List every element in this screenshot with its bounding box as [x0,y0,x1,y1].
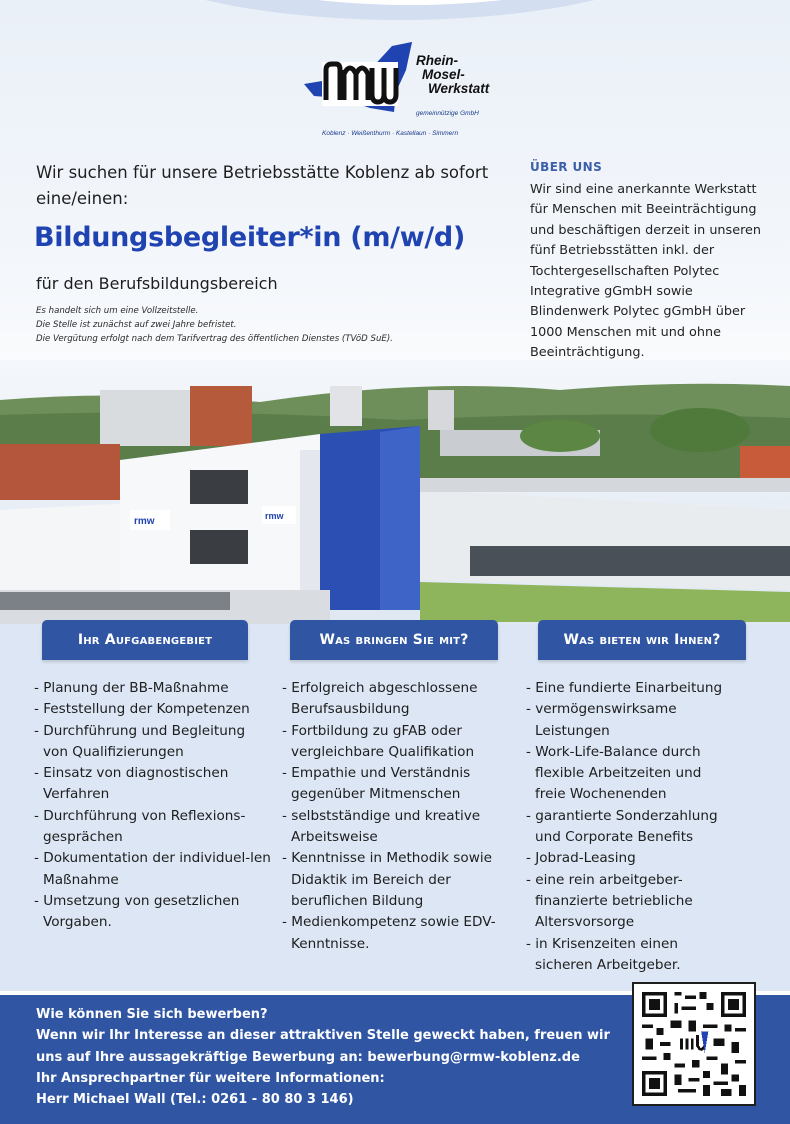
list-item: - Feststellung der Kompetenzen [34,699,274,720]
list-item: - Planung der BB-Maßnahme [34,678,274,699]
contact-person[interactable]: Herr Michael Wall (Tel.: 0261 - 80 80 3 146) [36,1092,354,1108]
note-fulltime: Es handelt sich um eine Vollzeitstelle. [36,306,199,316]
qr-code[interactable] [632,982,756,1106]
column-heading-requirements: Was bringen Sie mit? [290,620,498,660]
list-item: - Dokumentation der individuel-len Maßnahme [34,848,274,891]
building-photo [0,360,790,630]
about-heading: ÜBER UNS [530,160,603,174]
about-us [530,160,765,364]
list-item: - Umsetzung von gesetzlichen Vorgaben. [34,891,274,934]
logo-locations: Koblenz · Weißenthurm · Kastellaun · Simmern [322,130,459,137]
list-item: - Durchführung von Reflexions-gesprächen [34,806,274,849]
logo-legal-form: gemeinnützige GmbH [416,110,479,117]
list-item: - Medienkompetenz sowie EDV-Kenntnisse. [282,912,507,955]
job-notes [36,304,393,346]
list-item: - garantierte Sonderzahlung und Corporate Benefits [526,806,726,849]
benefits-list [526,678,726,976]
list-item: - Kenntnisse in Methodik sowie Didaktik im Bereich der beruflichen Bildung [282,848,507,912]
requirements-list [282,678,507,955]
list-item: - Erfolgreich abgeschlossene Berufsausbildung [282,678,507,721]
apply-heading: Wie können Sie sich bewerben? [36,1007,268,1022]
list-item: - selbstständige und kreative Arbeitsweise [282,806,507,849]
list-item: - eine rein arbeitgeber-finanzierte betriebliche Altersvorsorge [526,870,726,934]
contact-heading: Ihr Ansprechpartner für weitere Informationen: [36,1070,385,1086]
svg-text:rmw: rmw [134,516,155,527]
list-item: - vermögenswirksame Leistungen [526,699,726,742]
note-salary: Die Vergütung erfolgt nach dem Tarifvertrag des öffentlichen Dienstes (TVöD SuE). [36,334,393,344]
list-item: - Fortbildung zu gFAB oder vergleichbare Qualifikation [282,721,507,764]
application-info [36,1004,626,1110]
svg-text:rmw: rmw [265,511,284,521]
about-text: Wir sind eine anerkannte Werkstatt für Menschen mit Beeinträchtigung und beschäftigen derzeit in unseren fünf Betriebsstätten inkl. der Tochtergesellschaften Polytec Integrative gGmbH sowie Blindenwerk Polytec gGmbH über 1000 Menschen mit und ohne Beeinträchtigung. [530,182,762,361]
job-subtitle: für den Berufsbildungsbereich [36,274,278,293]
rmw-logo-mark-icon [300,40,418,116]
note-fixed-term: Die Stelle ist zunächst auf zwei Jahre befristet. [36,320,237,330]
list-item: - Einsatz von diagnostischen Verfahren [34,763,274,806]
tasks-list [34,678,274,934]
list-item: - Durchführung und Begleitung von Qualifizierungen [34,721,274,764]
list-item: - Jobrad-Leasing [526,848,726,869]
logo-name: Rhein- Mosel- Werkstatt [416,53,490,96]
list-item: - Eine fundierte Einarbeitung [526,678,726,699]
intro-lead: Wir suchen für unsere Betriebsstätte Koblenz ab sofort eine/einen: [36,163,489,208]
column-heading-tasks: Ihr Aufgabengebiet [42,620,248,660]
apply-email-text[interactable]: Wenn wir Ihr Interesse an dieser attraktiven Stelle geweckt haben, freuen wir uns auf Ihre aussagekräftige Bewerbung an: bewerbung@rmw-koblenz.de [36,1028,610,1065]
list-item: - Empathie und Verständnis gegenüber Mitmenschen [282,763,507,806]
column-heading-benefits: Was bieten wir Ihnen? [538,620,746,660]
company-logo [300,40,500,142]
job-title: Bildungsbegleiter*in (m/w/d) [34,222,465,253]
list-item: - in Krisenzeiten einen sicheren Arbeitgeber. [526,934,726,977]
list-item: - Work-Life-Balance durch flexible Arbeitzeiten und freie Wochenenden [526,742,726,806]
qr-code-icon [642,992,746,1096]
